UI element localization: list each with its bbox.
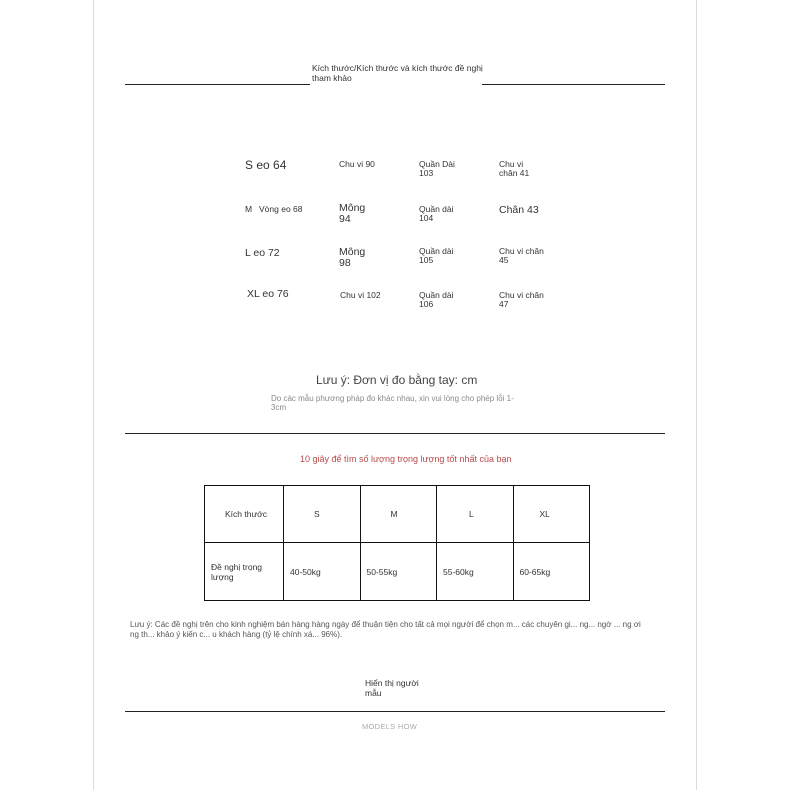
header-xl: XL (513, 486, 590, 543)
size-m-waist: Vòng eo 68 (259, 204, 303, 214)
header-s: S (284, 486, 361, 543)
weight-table (204, 485, 590, 601)
size-m-leg: Chân 43 (499, 204, 539, 216)
header-rule-right (482, 84, 665, 85)
table-row (205, 543, 590, 601)
size-l-hip: Mông 98 (339, 246, 366, 269)
models-how-label: MODELS HOW (362, 722, 418, 731)
header-size: Kích thước (205, 486, 284, 543)
section-divider (125, 433, 665, 434)
page-frame-left (93, 0, 94, 790)
recommendation-footnote (130, 620, 650, 640)
model-section-title: Hiển thị người mẫu (365, 678, 419, 698)
model-section-rule (125, 711, 665, 712)
header-rule-left (125, 84, 310, 85)
size-xl-waist: XL eo 76 (247, 288, 289, 300)
measurement-tolerance-note: Do các mẫu phương pháp đo khác nhau, xin vui lòng cho phép lỗi 1-3cm (271, 394, 514, 412)
header-m: M (360, 486, 437, 543)
size-l-leg: Chu vi chân 45 (499, 246, 544, 265)
row-label-weight: Đề nghị trọng lượng (205, 543, 284, 601)
size-m-length: Quần dài 104 (419, 204, 454, 223)
weight-section-title: 10 giây để tìm số lượng trọng lượng tốt nhất của bạn (300, 454, 512, 464)
weight-m: 50-55kg (360, 543, 437, 601)
weight-xl: 60-65kg (513, 543, 590, 601)
size-xl-length: Quần dài 106 (419, 290, 454, 309)
weight-s: 40-50kg (284, 543, 361, 601)
size-l-waist: L eo 72 (245, 247, 280, 259)
size-m-hip: Mông 94 (339, 202, 366, 225)
size-xl-hip: Chu vi 102 (340, 290, 381, 300)
weight-l: 55-60kg (437, 543, 514, 601)
footnote-line-1: Lưu ý: Các đề nghị trên cho kinh nghiệm bán hàng hàng ngày để thuận tiện cho tất cả mọi người để chọn m... các chuyên gi... ng... ngờ ... ng ơi (130, 620, 641, 629)
measurement-note: Lưu ý: Đơn vị đo bằng tay: cm (316, 373, 478, 387)
page-frame-right (696, 0, 697, 790)
size-s-leg: Chu vi chân 41 (499, 159, 530, 178)
size-l-length: Quần dài 105 (419, 246, 454, 265)
size-s-length: Quần Dài 103 (419, 159, 455, 178)
size-s-hip: Chu vi 90 (339, 159, 375, 169)
table-header-row (205, 486, 590, 543)
page-title: Kích thước/Kích thước và kích thước đề nghị tham khảo (312, 63, 483, 83)
size-s-waist: S eo 64 (245, 158, 287, 172)
size-m-letter: M (245, 204, 253, 214)
size-xl-leg: Chu vi chân 47 (499, 290, 544, 309)
header-l: L (437, 486, 514, 543)
footnote-line-2: ng th... khảo ý kiến c... u khách hàng (tỷ lệ chính xá... 96%). (130, 630, 343, 639)
